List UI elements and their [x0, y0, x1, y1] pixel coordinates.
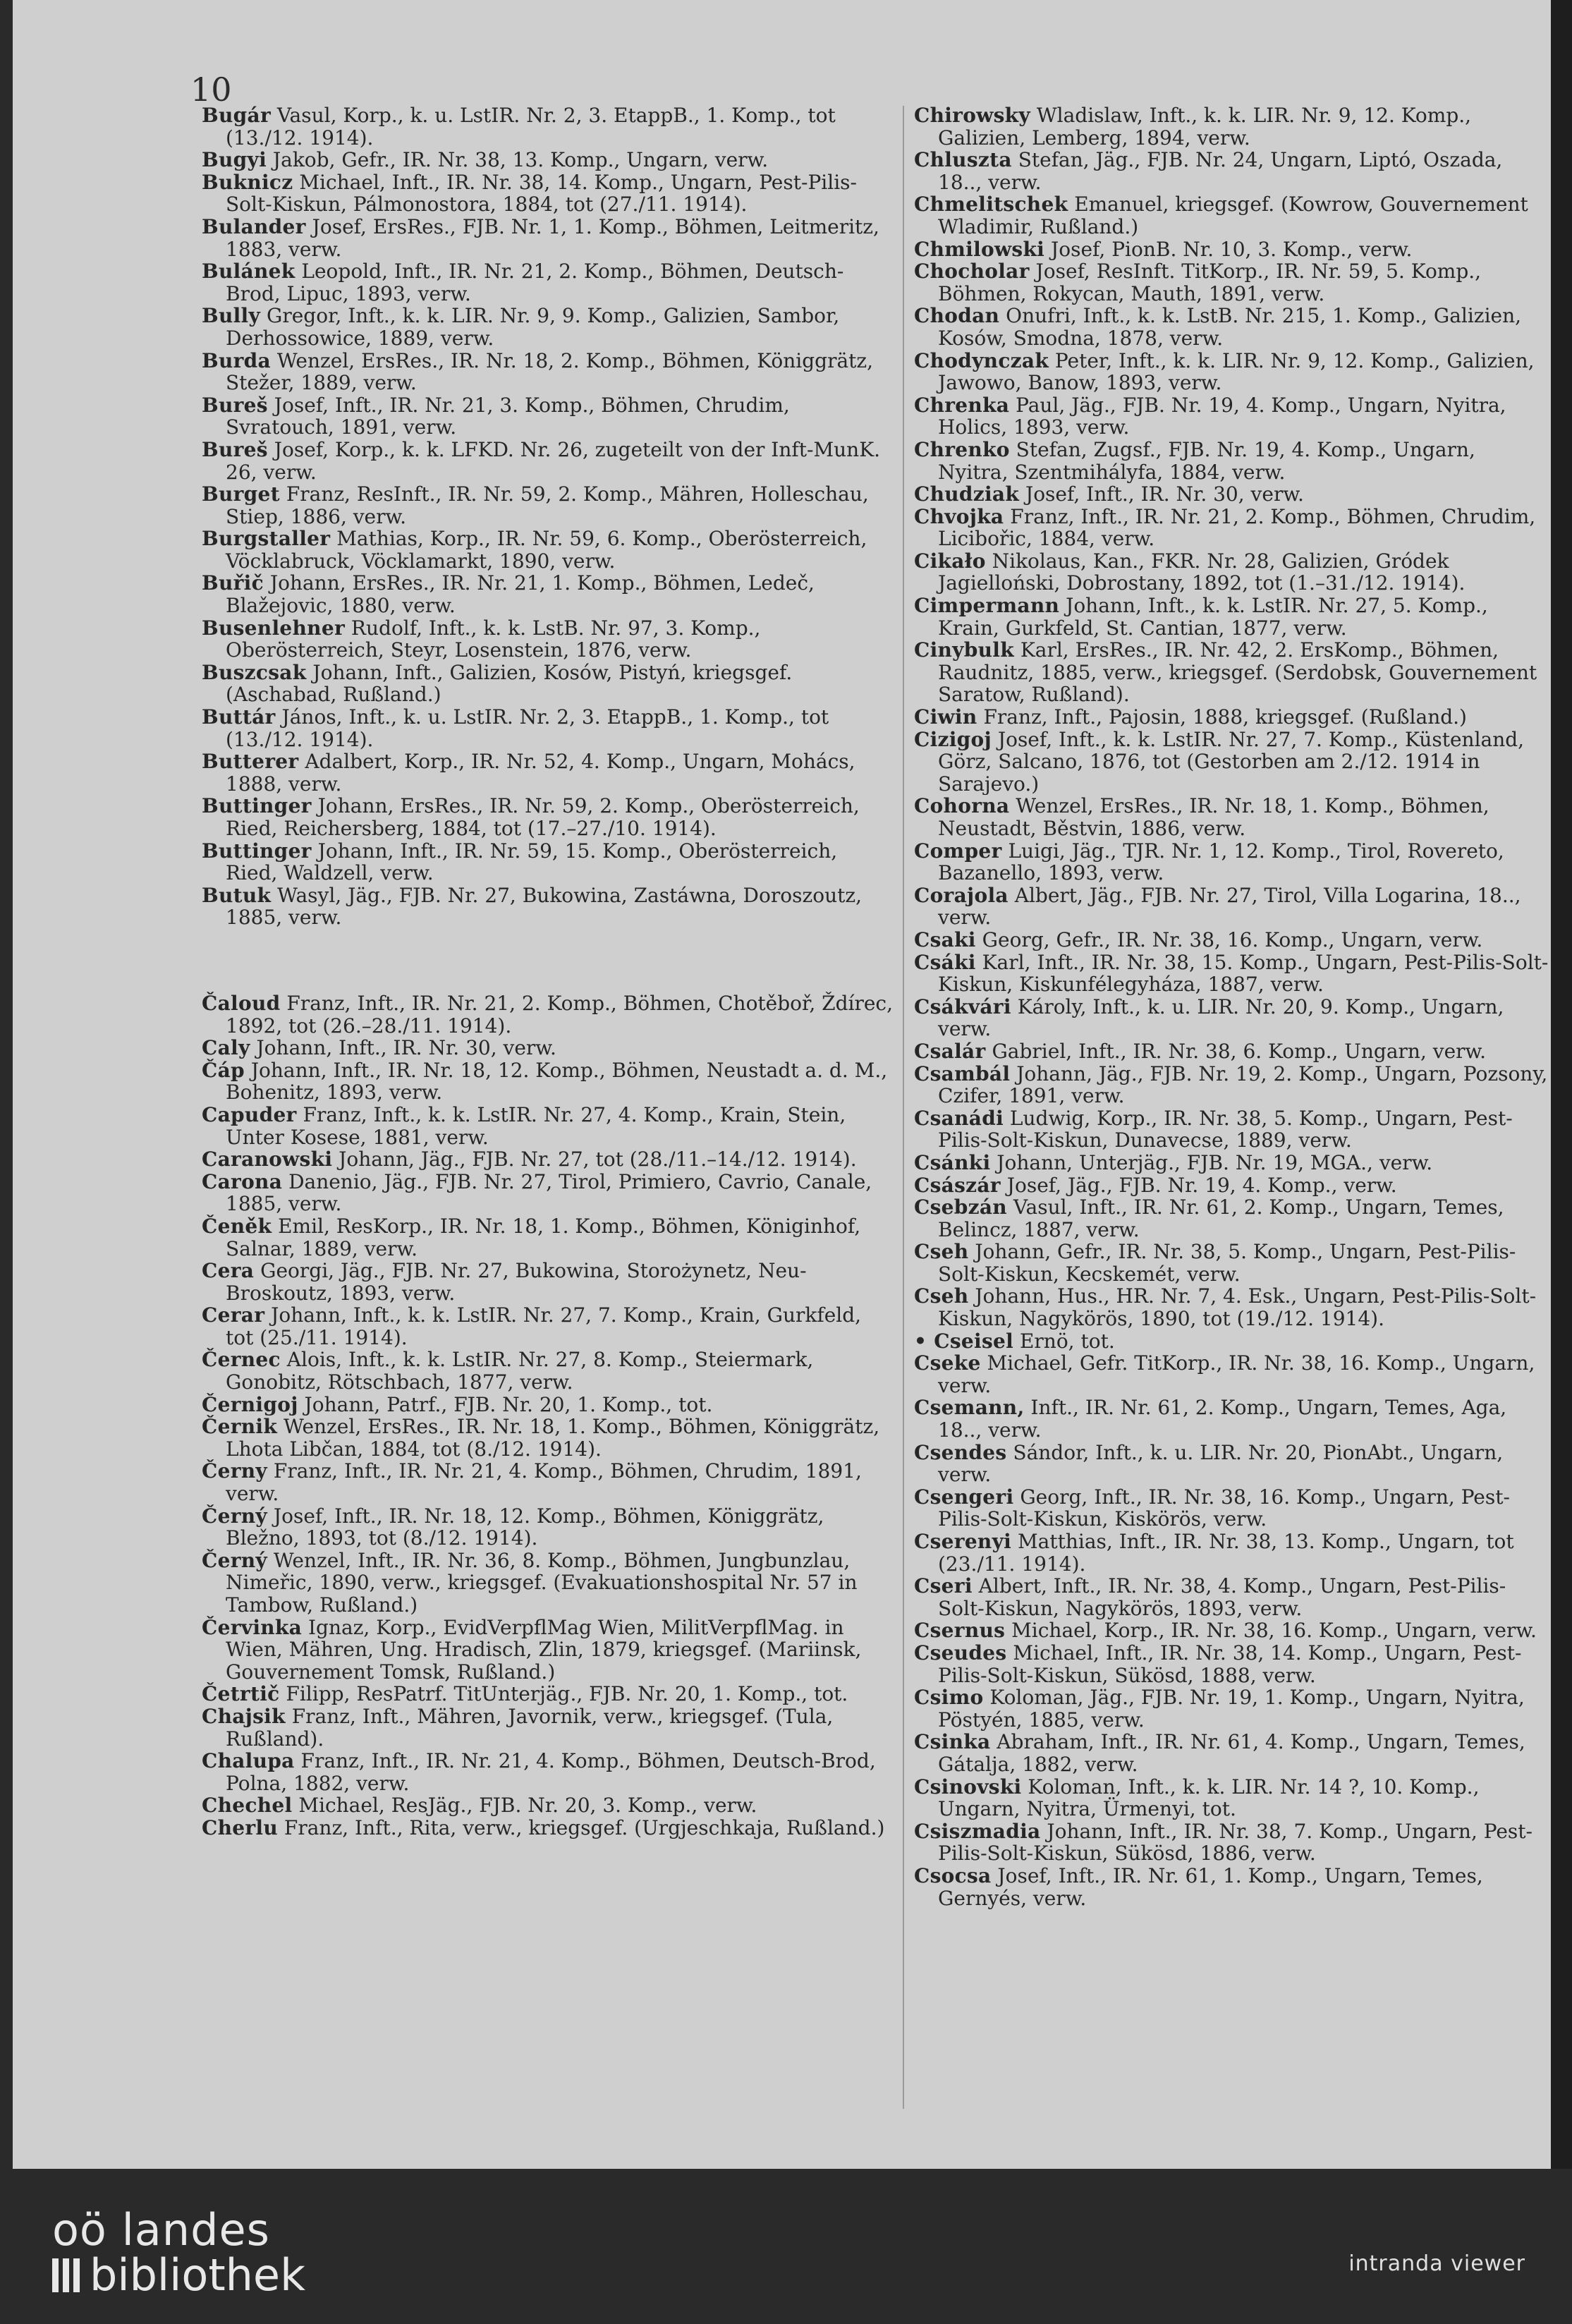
casualty-entry	[914, 1642, 1549, 1686]
entry-surname: Csocsa	[914, 1864, 992, 1887]
casualty-entry	[202, 1148, 893, 1171]
entry-details: Wenzel, ErsRes., IR. Nr. 18, 1. Komp., Böhmen, Neustadt, Běstvin, 1886, verw.	[938, 795, 1489, 840]
casualty-entry	[202, 305, 893, 349]
entry-details: Johann, Inft., Galizien, Kosów, Pistyń, kriegsgef. (Aschabad, Rußland.)	[226, 660, 793, 707]
entry-details: Johann, Patrf., FJB. Nr. 20, 1. Komp., tot.	[304, 1392, 713, 1416]
entry-details: Rudolf, Inft., k. k. LstB. Nr. 97, 3. Komp., Oberösterreich, Steyr, Losenstein, 1876, verw.	[226, 616, 761, 662]
casualty-entry	[202, 1750, 893, 1794]
entry-details: Onufri, Inft., k. k. LstB. Nr. 215, 1. Komp., Galizien, Kosów, Smodna, 1878, verw.	[938, 305, 1522, 350]
entry-surname: Černik	[202, 1415, 278, 1439]
entry-surname: Csaki	[914, 928, 976, 951]
entry-details: Leopold, Inft., IR. Nr. 21, 2. Komp., Böhmen, Deutsch-Brod, Lipuc, 1893, verw.	[226, 260, 844, 305]
entry-surname: Bugár	[202, 104, 271, 127]
casualty-entry	[914, 1196, 1549, 1241]
entry-surname: Buttár	[202, 705, 276, 729]
casualty-entry	[914, 1731, 1549, 1775]
casualty-entry	[202, 1260, 893, 1304]
casualty-entry	[914, 305, 1549, 349]
casualty-entry	[914, 506, 1549, 550]
entry-surname: Cohorna	[914, 795, 1010, 818]
casualty-entry	[202, 1215, 893, 1260]
casualty-entry	[914, 1352, 1549, 1397]
entry-details: Peter, Inft., k. k. LIR. Nr. 9, 12. Komp., Galizien, Jawowo, Banow, 1893, verw.	[938, 349, 1535, 394]
entry-surname: Comper	[914, 839, 1002, 863]
casualty-entry	[202, 1104, 893, 1148]
casualty-entry	[914, 1174, 1549, 1197]
entry-details: Sándor, Inft., k. u. LIR. Nr. 20, PionAbt., Ungarn, verw.	[938, 1441, 1504, 1486]
entry-surname: Csambál	[914, 1062, 1011, 1085]
entry-details: Josef, Inft., IR. Nr. 21, 3. Komp., Böhmen, Chrudim, Svratouch, 1891, verw.	[226, 393, 790, 439]
viewer-brand-label: intranda viewer	[1348, 2251, 1525, 2276]
entry-details: Franz, ResInft., IR. Nr. 59, 2. Komp., Mähren, Holleschau, Stiep, 1886, verw.	[226, 482, 869, 528]
entry-details: Albert, Jäg., FJB. Nr. 27, Tirol, Villa Logarina, 18.., verw.	[938, 884, 1521, 929]
casualty-entry	[202, 706, 893, 750]
entry-surname: Burget	[202, 482, 280, 506]
entry-surname: Buszcsak	[202, 660, 307, 684]
casualty-entry	[202, 483, 893, 528]
entry-details: Wenzel, ErsRes., IR. Nr. 18, 2. Komp., Böhmen, Königgrätz, Stežer, 1889, verw.	[226, 348, 874, 395]
entry-details: Mathias, Korp., IR. Nr. 59, 6. Komp., Oberösterreich, Vöcklabruck, Vöcklamarkt, 1890, verw.	[226, 527, 867, 573]
entry-details: Alois, Inft., k. k. LstIR. Nr. 27, 8. Komp., Steiermark, Gonobitz, Rötschbach, 1877, verw.	[226, 1348, 814, 1394]
entry-surname: Buttinger	[202, 794, 312, 818]
entry-details: Inft., IR. Nr. 61, 2. Komp., Ungarn, Temes, Aga, 18.., verw.	[938, 1397, 1507, 1442]
entry-details: Abraham, Inft., IR. Nr. 61, 4. Komp., Ungarn, Temes, Gátalja, 1882, verw.	[938, 1731, 1525, 1776]
casualty-entry	[914, 1575, 1549, 1619]
casualty-entry	[202, 1349, 893, 1393]
casualty-entry	[202, 171, 893, 216]
casualty-entry	[914, 1107, 1549, 1152]
entry-surname: Chudziak	[914, 483, 1020, 506]
entry-details: Georgi, Jäg., FJB. Nr. 27, Bukowina, Storożynetz, Neu-Broskoutz, 1893, verw.	[226, 1259, 807, 1305]
entry-surname: Cikało	[914, 549, 986, 573]
entry-details: Michael, ResJäg., FJB. Nr. 20, 3. Komp., verw.	[298, 1794, 757, 1818]
entry-details: Johann, Gefr., IR. Nr. 38, 5. Komp., Ungarn, Pest-Pilis-Solt-Kiskun, Kecskemét, verw.	[938, 1241, 1516, 1286]
entry-surname: Cinybulk	[914, 639, 1014, 662]
entry-surname: • Cseisel	[914, 1330, 1014, 1353]
casualty-entry	[914, 929, 1549, 951]
casualty-entry	[202, 1059, 893, 1104]
entry-surname: Csánki	[914, 1151, 991, 1174]
casualty-entry	[914, 1397, 1549, 1441]
entry-details: Josef, ErsRes., FJB. Nr. 1, 1. Komp., Böhmen, Leitmeritz, 1883, verw.	[226, 214, 879, 261]
casualty-entry	[202, 528, 893, 572]
entry-details: Josef, Jäg., FJB. Nr. 19, 4. Komp., verw.	[1006, 1174, 1397, 1197]
entry-surname: Carona	[202, 1169, 283, 1193]
entry-details: Ludwig, Korp., IR. Nr. 38, 5. Komp., Ungarn, Pest-Pilis-Solt-Kiskun, Dunavecse, 1889, verw.	[938, 1107, 1513, 1152]
entry-details: Josef, Inft., IR. Nr. 18, 12. Komp., Böhmen, Königgrätz, Bležno, 1893, tot (8./12. 1914).	[226, 1504, 824, 1550]
casualty-entry	[202, 1683, 893, 1705]
casualty-entry	[202, 350, 893, 394]
entry-surname: Caranowski	[202, 1148, 333, 1172]
entry-details: Franz, Inft., Mähren, Javornik, verw., kriegsgef. (Tula, Rußland).	[226, 1704, 834, 1751]
casualty-entry	[202, 149, 893, 171]
casualty-entry	[914, 149, 1549, 193]
entry-surname: Cera	[202, 1259, 255, 1283]
entry-details: Franz, Inft., IR. Nr. 21, 4. Komp., Böhmen, Deutsch-Brod, Polna, 1882, verw.	[226, 1749, 876, 1795]
casualty-entry	[914, 1531, 1549, 1575]
entry-details: Johann, Jäg., FJB. Nr. 19, 2. Komp., Ungarn, Pozsony, Czifer, 1891, verw.	[938, 1062, 1548, 1107]
casualty-entry	[202, 617, 893, 662]
entry-surname: Chajsik	[202, 1704, 286, 1728]
entry-surname: Bulánek	[202, 260, 295, 284]
entry-surname: Csengeri	[914, 1485, 1014, 1509]
casualty-entry	[914, 1285, 1549, 1330]
entry-surname: Buttinger	[202, 839, 312, 863]
casualty-entry	[202, 1550, 893, 1617]
entry-details: Michael, Korp., IR. Nr. 38, 16. Komp., Ungarn, verw.	[1011, 1619, 1537, 1642]
entry-surname: Cimpermann	[914, 595, 1060, 618]
entry-details: Michael, Gefr. TitKorp., IR. Nr. 38, 16. Komp., Ungarn, verw.	[938, 1352, 1535, 1397]
entry-surname: Csebzán	[914, 1196, 1007, 1219]
entry-details: Josef, PionB. Nr. 10, 3. Komp., verw.	[1051, 238, 1413, 261]
casualty-entry	[914, 951, 1549, 996]
casualty-entry	[914, 238, 1549, 261]
entry-details: Johann, Inft., IR. Nr. 18, 12. Komp., Böhmen, Neustadt a. d. M., Bohenitz, 1893, verw.	[226, 1058, 888, 1105]
entry-details: Johann, ErsRes., IR. Nr. 21, 1. Komp., Böhmen, Ledeč, Blažejovic, 1880, verw.	[226, 571, 815, 618]
entry-details: Karl, Inft., IR. Nr. 38, 15. Komp., Ungarn, Pest-Pilis-Solt-Kiskun, Kiskunfélegyháza, 1887, verw.	[938, 951, 1549, 996]
entry-details: Franz, Inft., IR. Nr. 21, 4. Komp., Böhmen, Chrudim, 1891, verw.	[226, 1459, 862, 1506]
entry-surname: Ciwin	[914, 706, 977, 729]
casualty-entry	[202, 1794, 893, 1817]
entry-details: Gregor, Inft., k. k. LIR. Nr. 9, 9. Komp., Galizien, Sambor, Derhossowice, 1889, verw.	[226, 304, 840, 350]
entry-surname: Buřič	[202, 571, 264, 595]
entry-surname: Čeněk	[202, 1214, 272, 1238]
entry-surname: Császár	[914, 1174, 1001, 1197]
entry-details: Emil, ResKorp., IR. Nr. 18, 1. Komp., Böhmen, Königinhof, Salnar, 1889, verw.	[226, 1214, 861, 1260]
casualty-entry	[914, 639, 1549, 706]
entry-details: Danenio, Jäg., FJB. Nr. 27, Tirol, Primiero, Cavrio, Canale, 1885, verw.	[226, 1169, 872, 1216]
logo-text-bibliothek: bibliothek	[90, 2249, 305, 2301]
entry-surname: Černý	[202, 1504, 267, 1528]
entry-surname: Chodynczak	[914, 349, 1049, 372]
entry-surname: Chmilowski	[914, 238, 1045, 261]
casualty-entry	[202, 1817, 893, 1839]
casualty-entry	[914, 795, 1549, 839]
entry-column-right	[914, 104, 1549, 1909]
casualty-entry	[914, 1486, 1549, 1531]
casualty-entry	[914, 1686, 1549, 1731]
entry-details: Albert, Inft., IR. Nr. 38, 4. Komp., Ungarn, Pest-Pilis-Solt-Kiskun, Nagykörös, 1893, verw.	[938, 1575, 1506, 1620]
entry-details: Wenzel, Inft., IR. Nr. 36, 8. Komp., Böhmen, Jungbunzlau, Nimeřic, 1890, verw., kriegsgef. (Evakuationshospital Nr. 57 in Tambow, Rußland.)	[226, 1548, 858, 1617]
casualty-entry	[202, 795, 893, 839]
casualty-entry	[914, 729, 1549, 796]
entry-surname: Csáki	[914, 951, 976, 974]
entry-details: Paul, Jäg., FJB. Nr. 19, 4. Komp., Ungarn, Nyitra, Holics, 1893, verw.	[938, 394, 1506, 439]
entry-surname: Csinka	[914, 1731, 991, 1754]
entry-surname: Cseh	[914, 1285, 969, 1308]
casualty-entry	[914, 1776, 1549, 1820]
entry-details: Josef, Inft., IR. Nr. 61, 1. Komp., Ungarn, Temes, Gernyés, verw.	[938, 1864, 1483, 1910]
entry-surname: Cherlu	[202, 1815, 279, 1839]
entry-surname: Cerar	[202, 1303, 265, 1327]
casualty-entry	[914, 1619, 1549, 1642]
casualty-entry	[914, 595, 1549, 639]
entry-details: Franz, Inft., Rita, verw., kriegsgef. (Urgjeschkaja, Rußland.)	[284, 1815, 885, 1839]
casualty-entry	[202, 1304, 893, 1349]
entry-surname: Cserenyi	[914, 1531, 1012, 1553]
entry-details: Johann, Inft., IR. Nr. 30, verw.	[256, 1036, 556, 1060]
casualty-entry	[914, 840, 1549, 884]
casualty-entry	[202, 1617, 893, 1684]
entry-details: Josef, ResInft. TitKorp., IR. Nr. 59, 5. Komp., Böhmen, Rokycan, Mauth, 1891, verw.	[938, 260, 1482, 305]
casualty-entry	[914, 260, 1549, 305]
casualty-entry	[914, 483, 1549, 506]
entry-surname: Csalár	[914, 1040, 986, 1063]
scanned-page	[13, 0, 1572, 2169]
entry-surname: Chrenka	[914, 394, 1010, 417]
casualty-entry	[202, 750, 893, 795]
casualty-entry	[914, 550, 1549, 595]
entry-details: Matthias, Inft., IR. Nr. 38, 13. Komp., Ungarn, tot (23./11. 1914).	[938, 1531, 1514, 1576]
entry-details: Franz, Inft., k. k. LstIR. Nr. 27, 4. Komp., Krain, Stein, Unter Kosese, 1881, verw.	[226, 1102, 846, 1149]
entry-surname: Bugyi	[202, 148, 267, 172]
entry-details: Vasul, Inft., IR. Nr. 61, 2. Komp., Ungarn, Temes, Belincz, 1887, verw.	[938, 1196, 1504, 1241]
entry-surname: Buknicz	[202, 170, 293, 194]
column-divider	[903, 106, 904, 2109]
entry-surname: Csanádi	[914, 1107, 1004, 1130]
entry-details: Károly, Inft., k. u. LIR. Nr. 20, 9. Komp., Ungarn, verw.	[938, 995, 1504, 1040]
casualty-entry	[914, 1063, 1549, 1107]
entry-surname: Cseh	[914, 1241, 969, 1264]
entry-surname: Cseri	[914, 1575, 973, 1598]
casualty-entry	[914, 350, 1549, 394]
entry-surname: Bulander	[202, 214, 306, 238]
entry-details: Luigi, Jäg., TJR. Nr. 1, 12. Komp., Tirol, Rovereto, Bazanello, 1893, verw.	[938, 839, 1504, 884]
entry-surname: Butuk	[202, 883, 272, 907]
entry-details: Josef, Inft., IR. Nr. 30, verw.	[1025, 483, 1304, 506]
entry-surname: Černy	[202, 1459, 267, 1483]
entry-surname: Chocholar	[914, 260, 1030, 284]
entry-surname: Černigoj	[202, 1392, 298, 1416]
entry-details: Johann, Inft., IR. Nr. 59, 15. Komp., Oberösterreich, Ried, Waldzell, verw.	[226, 839, 838, 885]
casualty-entry	[202, 439, 893, 483]
entry-details: Johann, Hus., HR. Nr. 7, 4. Esk., Ungarn, Pest-Pilis-Solt-Kiskun, Nagykörös, 1890, tot (19./12. 1914).	[938, 1285, 1537, 1330]
entry-surname: Chirowsky	[914, 104, 1030, 127]
casualty-entry	[914, 1865, 1549, 1909]
casualty-entry	[202, 884, 893, 929]
entry-details: Wenzel, ErsRes., IR. Nr. 18, 1. Komp., Böhmen, Königgrätz, Lhota Libčan, 1884, tot (8./12. 1914).	[226, 1415, 880, 1461]
entry-surname: Csemann,	[914, 1397, 1025, 1420]
section-gap	[202, 929, 893, 992]
entry-surname: Chalupa	[202, 1749, 295, 1773]
casualty-entry	[914, 996, 1549, 1040]
casualty-entry	[914, 1152, 1549, 1174]
entry-surname: Csendes	[914, 1441, 1007, 1464]
library-logo[interactable]	[52, 2204, 305, 2301]
entry-surname: Csiszmadia	[914, 1820, 1041, 1843]
entry-details: Johann, ErsRes., IR. Nr. 59, 2. Komp., Oberösterreich, Ried, Reichersberg, 1884, tot (17.–27./10. 1914).	[226, 794, 860, 840]
casualty-entry	[914, 1241, 1549, 1285]
entry-surname: Cizigoj	[914, 728, 992, 751]
entry-surname: Chvojka	[914, 505, 1004, 528]
entry-details: Johann, Inft., IR. Nr. 38, 7. Komp., Ungarn, Pest-Pilis-Solt-Kiskun, Sükösd, 1886, verw.	[938, 1820, 1533, 1865]
entry-surname: Chodan	[914, 305, 1000, 328]
casualty-entry	[202, 1505, 893, 1550]
entry-surname: Csákvári	[914, 995, 1011, 1018]
entry-details: Filipp, ResPatrf. TitUnterjäg., FJB. Nr. 20, 1. Komp., tot.	[286, 1682, 848, 1706]
logo-text-line2	[52, 2249, 305, 2301]
logo-bars-icon	[52, 2258, 80, 2292]
entry-surname: Csimo	[914, 1686, 984, 1710]
entry-details: Vasul, Korp., k. u. LstIR. Nr. 2, 3. EtappB., 1. Komp., tot (13./12. 1914).	[226, 104, 836, 150]
entry-surname: Csinovski	[914, 1775, 1022, 1799]
entry-details: Ernö, tot.	[1019, 1330, 1115, 1353]
entry-details: Adalbert, Korp., IR. Nr. 52, 4. Komp., Ungarn, Mohács, 1888, verw.	[226, 750, 855, 796]
entry-details: Georg, Inft., IR. Nr. 38, 16. Komp., Ungarn, Pest-Pilis-Solt-Kiskun, Kiskörös, verw.	[938, 1485, 1510, 1531]
entry-details: Johann, Inft., k. k. LstIR. Nr. 27, 5. Komp., Krain, Gurkfeld, St. Cantian, 1877, verw.	[938, 595, 1488, 640]
entry-surname: Csernus	[914, 1619, 1006, 1642]
entry-surname: Chluszta	[914, 149, 1012, 172]
entry-details: Franz, Inft., IR. Nr. 21, 2. Komp., Böhmen, Chrudim, Licibořic, 1884, verw.	[938, 505, 1536, 550]
entry-details: Gabriel, Inft., IR. Nr. 38, 6. Komp., Ungarn, verw.	[992, 1040, 1487, 1063]
entry-details: Georg, Gefr., IR. Nr. 38, 16. Komp., Ungarn, verw.	[982, 928, 1483, 951]
logo-text-line1: oö landes	[52, 2204, 270, 2256]
entry-surname: Červinka	[202, 1615, 303, 1639]
entry-details: Franz, Inft., IR. Nr. 21, 2. Komp., Böhmen, Chotěboř, Ždírec, 1892, tot (26.–28./11. 1914).	[226, 991, 894, 1038]
casualty-entry	[914, 104, 1549, 149]
page-number: 10	[190, 71, 232, 109]
casualty-entry	[202, 1416, 893, 1460]
entry-details: Josef, Inft., k. k. LstIR. Nr. 27, 7. Komp., Küstenland, Görz, Salcano, 1876, tot (Gestorben am 2./12. 1914 in Sarajevo.)	[938, 728, 1525, 796]
casualty-entry	[202, 572, 893, 616]
casualty-entry	[202, 1460, 893, 1504]
entry-surname: Černec	[202, 1348, 281, 1372]
entry-surname: Cseudes	[914, 1641, 1007, 1665]
casualty-entry	[202, 992, 893, 1037]
casualty-entry	[202, 840, 893, 884]
entry-surname: Čaloud	[202, 991, 281, 1015]
entry-surname: Chechel	[202, 1794, 293, 1818]
casualty-entry	[202, 662, 893, 706]
entry-details: Koloman, Inft., k. k. LIR. Nr. 14 ?, 10. Komp., Ungarn, Nyitra, Ürmenyi, tot.	[938, 1775, 1480, 1820]
casualty-entry	[202, 104, 893, 149]
casualty-entry	[202, 394, 893, 439]
casualty-entry	[202, 1037, 893, 1059]
entry-surname: Burgstaller	[202, 527, 331, 551]
entry-details: Michael, Inft., IR. Nr. 38, 14. Komp., Ungarn, Pest-Pilis-Solt-Kiskun, Sükösd, 1888, verw.	[938, 1641, 1522, 1687]
casualty-entry	[202, 1394, 893, 1416]
casualty-entry	[914, 439, 1549, 483]
entry-details: János, Inft., k. u. LstIR. Nr. 2, 3. EtappB., 1. Komp., tot (13./12. 1914).	[226, 705, 829, 751]
casualty-entry	[914, 884, 1549, 929]
casualty-entry	[202, 216, 893, 260]
entry-surname: Cseke	[914, 1352, 981, 1375]
entry-details: Jakob, Gefr., IR. Nr. 38, 13. Komp., Ungarn, verw.	[272, 148, 769, 172]
casualty-entry	[914, 193, 1549, 238]
casualty-entry	[914, 1820, 1549, 1865]
entry-details: Stefan, Zugsf., FJB. Nr. 19, 4. Komp., Ungarn, Nyitra, Szentmihályfa, 1884, verw.	[938, 438, 1475, 484]
casualty-entry	[914, 394, 1549, 439]
entry-surname: Butterer	[202, 750, 299, 774]
entry-details: Johann, Inft., k. k. LstIR. Nr. 27, 7. Komp., Krain, Gurkfeld, tot (25./11. 1914).	[226, 1303, 862, 1349]
entry-surname: Bully	[202, 304, 261, 328]
casualty-entry	[202, 1171, 893, 1215]
entry-details: Koloman, Jäg., FJB. Nr. 19, 1. Komp., Ungarn, Nyitra, Pöstyén, 1885, verw.	[938, 1686, 1525, 1732]
casualty-entry	[914, 1330, 1549, 1353]
entry-details: Nikolaus, Kan., FKR. Nr. 28, Galizien, Gródek Jagielloński, Dobrostany, 1892, tot (1.–31./12. 1914).	[938, 549, 1466, 595]
entry-details: Ignaz, Korp., EvidVerpflMag Wien, MilitVerpflMag. in Wien, Mähren, Ung. Hradisch, Zlin, 1879, kriegsgef. (Mariinsk, Gouvernement Tomsk, Rußland.)	[226, 1615, 862, 1684]
entry-surname: Corajola	[914, 884, 1009, 907]
entry-details: Franz, Inft., Pajosin, 1888, kriegsgef. (Rußland.)	[983, 706, 1467, 729]
entry-details: Wladislaw, Inft., k. k. LIR. Nr. 9, 12. Komp., Galizien, Lemberg, 1894, verw.	[938, 104, 1472, 150]
entry-details: Johann, Jäg., FJB. Nr. 27, tot (28./11.–14./12. 1914).	[339, 1148, 857, 1172]
casualty-entry	[914, 1040, 1549, 1063]
entry-surname: Chmelitschek	[914, 193, 1068, 217]
entry-surname: Burda	[202, 348, 271, 372]
entry-details: Stefan, Jäg., FJB. Nr. 24, Ungarn, Liptó, Oszada, 18.., verw.	[938, 149, 1503, 194]
entry-details: Johann, Unterjäg., FJB. Nr. 19, MGA., verw.	[997, 1151, 1433, 1174]
entry-surname: Četrtič	[202, 1682, 280, 1706]
entry-details: Karl, ErsRes., IR. Nr. 42, 2. ErsKomp., Böhmen, Raudnitz, 1885, verw., kriegsgef. (Serdobsk, Gouvernement Saratow, Rußland).	[938, 639, 1537, 707]
entry-surname: Čáp	[202, 1058, 245, 1082]
entry-surname: Černý	[202, 1548, 267, 1572]
entry-details: Josef, Korp., k. k. LFKD. Nr. 26, zugeteilt von der Inft-MunK. 26, verw.	[226, 437, 881, 484]
entry-details: Emanuel, kriegsgef. (Kowrow, Gouvernement Wladimir, Rußland.)	[938, 193, 1528, 238]
entry-details: Michael, Inft., IR. Nr. 38, 14. Komp., Ungarn, Pest-Pilis-Solt-Kiskun, Pálmonostora, 1884, tot (27./11. 1914).	[226, 170, 857, 217]
entry-surname: Busenlehner	[202, 616, 345, 640]
entry-surname: Bureš	[202, 393, 268, 417]
casualty-entry	[202, 1705, 893, 1750]
entry-details: Wasyl, Jäg., FJB. Nr. 27, Bukowina, Zastáwna, Doroszoutz, 1885, verw.	[226, 883, 863, 930]
entry-surname: Capuder	[202, 1102, 297, 1126]
casualty-entry	[914, 706, 1549, 729]
entry-column-left	[202, 104, 893, 1839]
entry-surname: Chrenko	[914, 438, 1010, 461]
entry-surname: Caly	[202, 1036, 250, 1060]
entry-surname: Bureš	[202, 437, 268, 461]
casualty-entry	[914, 1442, 1549, 1486]
casualty-entry	[202, 260, 893, 305]
